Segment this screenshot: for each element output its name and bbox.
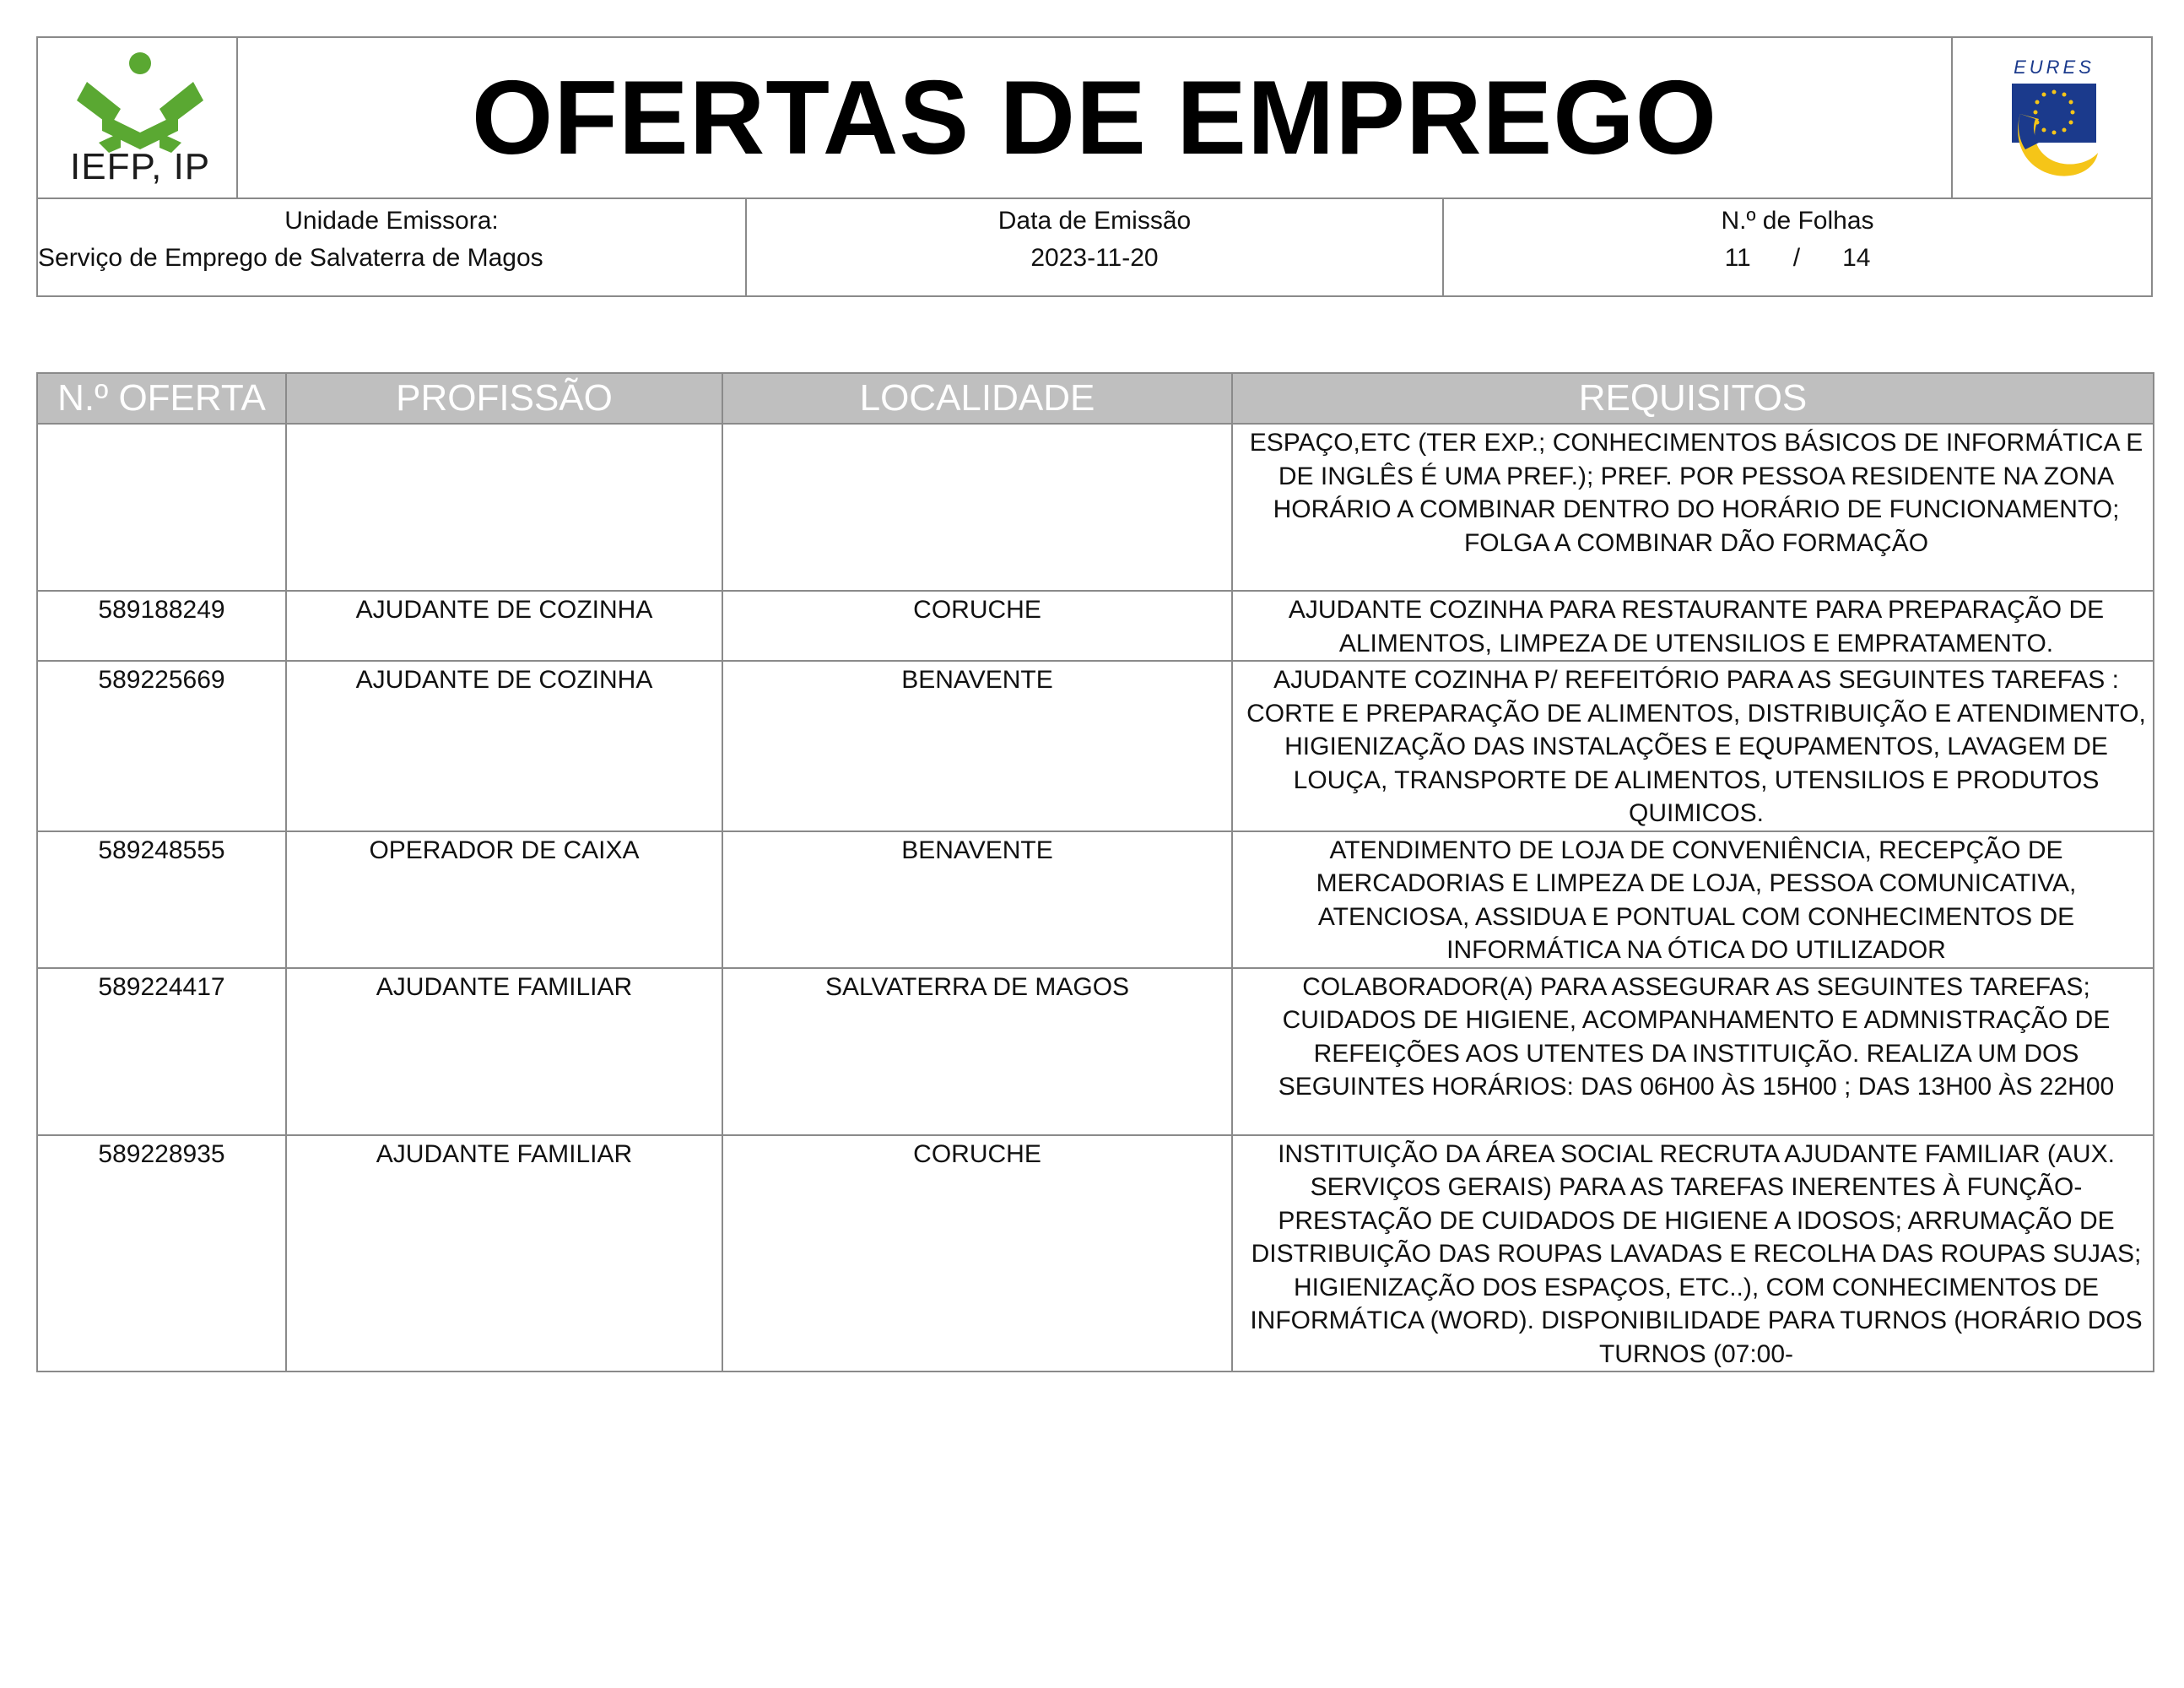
iefp-logo-cell [38, 38, 238, 197]
cell-requisitos: AJUDANTE COZINHA PARA RESTAURANTE PARA PREPARAÇÃO DE ALIMENTOS, LIMPEZA DE UTENSILIOS E EMPRATAMENTO. [1232, 591, 2154, 661]
table-row [37, 661, 2154, 831]
table-row [37, 831, 2154, 968]
cell-numero: 589228935 [37, 1135, 286, 1372]
cell-profissao [286, 424, 722, 591]
unit-label: Unidade Emissora: [284, 207, 499, 235]
cell-localidade: BENAVENTE [722, 831, 1232, 968]
cell-numero [37, 424, 286, 591]
unit-value: Serviço de Emprego de Salvaterra de Magos [38, 244, 543, 272]
cell-numero: 589248555 [37, 831, 286, 968]
cell-requisitos: AJUDANTE COZINHA P/ REFEITÓRIO PARA AS SEGUINTES TAREFAS : CORTE E PREPARAÇÃO DE ALIMENTOS, DISTRIBUIÇÃO E ATENDIMENTO, HIGIENIZAÇÃO DAS INSTALAÇÕES E EQUPAMENTOS, LAVAGEM DE LOUÇA, TRANSPORTE DE ALIMENTOS, UTENSILIOS E PRODUTOS QUIMICOS. [1232, 661, 2154, 831]
table-row [37, 1135, 2154, 1372]
table-row [37, 424, 2154, 591]
cell-profissao: AJUDANTE DE COZINHA [286, 661, 722, 831]
page-title: OFERTAS DE EMPREGO [471, 59, 1718, 176]
sheet-separator: / [1792, 244, 1801, 272]
cell-requisitos: ESPAÇO,ETC (TER EXP.; CONHECIMENTOS BÁSICOS DE INFORMÁTICA E DE INGLÊS É UMA PREF.); PREF. POR PESSOA RESIDENTE NA ZONA HORÁRIO A COMBINAR DENTRO DO HORÁRIO DE FUNCIONAMENTO; FOLGA A COMBINAR DÃO FORMAÇÃO [1232, 424, 2154, 591]
eures-logo-cell [1951, 38, 2151, 197]
date-cell [747, 199, 1444, 295]
cell-localidade [722, 424, 1232, 591]
cell-requisitos: INSTITUIÇÃO DA ÁREA SOCIAL RECRUTA AJUDANTE FAMILIAR (AUX. SERVIÇOS GERAIS) PARA AS TAREFAS INERENTES À FUNÇÃO-PRESTAÇÃO DE CUIDADOS DE HIGIENE A IDOSOS; ARRUMAÇÃO DE DISTRIBUIÇÃO DAS ROUPAS LAVADAS E RECOLHA DAS ROUPAS SUJAS; HIGIENIZAÇÃO DOS ESPAÇOS, ETC..), COM CONHECIMENTOS DE INFORMÁTICA (WORD). DISPONIBILIDADE PARA TURNOS (HORÁRIO DOS TURNOS (07:00- [1232, 1135, 2154, 1372]
cell-numero: 589224417 [37, 968, 286, 1135]
cell-profissao: AJUDANTE DE COZINHA [286, 591, 722, 661]
column-header-requisitos: REQUISITOS [1232, 373, 2154, 424]
date-value: 2023-11-20 [1030, 244, 1159, 272]
unit-cell [38, 199, 747, 295]
table-row [37, 591, 2154, 661]
cell-localidade: BENAVENTE [722, 661, 1232, 831]
svg-text:EURES: EURES [2014, 57, 2095, 78]
cell-numero: 589188249 [37, 591, 286, 661]
sheet-total: 14 [1842, 244, 1871, 272]
table-header-row [37, 373, 2154, 424]
column-header-localidade: LOCALIDADE [722, 373, 1232, 424]
sheets-label: N.º de Folhas [1721, 207, 1874, 235]
sheets-cell [1444, 199, 2151, 295]
sheets-value [1725, 240, 1871, 277]
column-header-numero: N.º OFERTA [37, 373, 286, 424]
header-top-row [38, 38, 2151, 199]
column-header-profissao: PROFISSÃO [286, 373, 722, 424]
table-row [37, 968, 2154, 1135]
cell-requisitos: COLABORADOR(A) PARA ASSEGURAR AS SEGUINTES TAREFAS; CUIDADOS DE HIGIENE, ACOMPANHAMENTO E ADMNISTRAÇÃO DE REFEIÇÕES AOS UTENTES DA INSTITUIÇÃO. REALIZA UM DOS SEGUINTES HORÁRIOS: DAS 06H00 ÀS 15H00 ; DAS 13H00 ÀS 22H00 [1232, 968, 2154, 1135]
cell-profissao: AJUDANTE FAMILIAR [286, 968, 722, 1135]
cell-requisitos: ATENDIMENTO DE LOJA DE CONVENIÊNCIA, RECEPÇÃO DE MERCADORIAS E LIMPEZA DE LOJA, PESSOA COMUNICATIVA, ATENCIOSA, ASSIDUA E PONTUAL COM CONHECIMENTOS DE INFORMÁTICA NA ÓTICA DO UTILIZADOR [1232, 831, 2154, 968]
cell-localidade: SALVATERRA DE MAGOS [722, 968, 1232, 1135]
iefp-logo-text: IEFP, IP [70, 146, 211, 187]
title-cell [238, 38, 1951, 197]
sheet-current: 11 [1724, 244, 1751, 272]
cell-profissao: AJUDANTE FAMILIAR [286, 1135, 722, 1372]
header-info-row [38, 199, 2151, 295]
document-header [36, 36, 2153, 297]
cell-numero: 589225669 [37, 661, 286, 831]
eures-logo-icon [1995, 55, 2113, 190]
date-label: Data de Emissão [997, 207, 1192, 235]
cell-profissao: OPERADOR DE CAIXA [286, 831, 722, 968]
cell-localidade: CORUCHE [722, 591, 1232, 661]
job-offers-table [36, 372, 2154, 1372]
cell-localidade: CORUCHE [722, 1135, 1232, 1372]
